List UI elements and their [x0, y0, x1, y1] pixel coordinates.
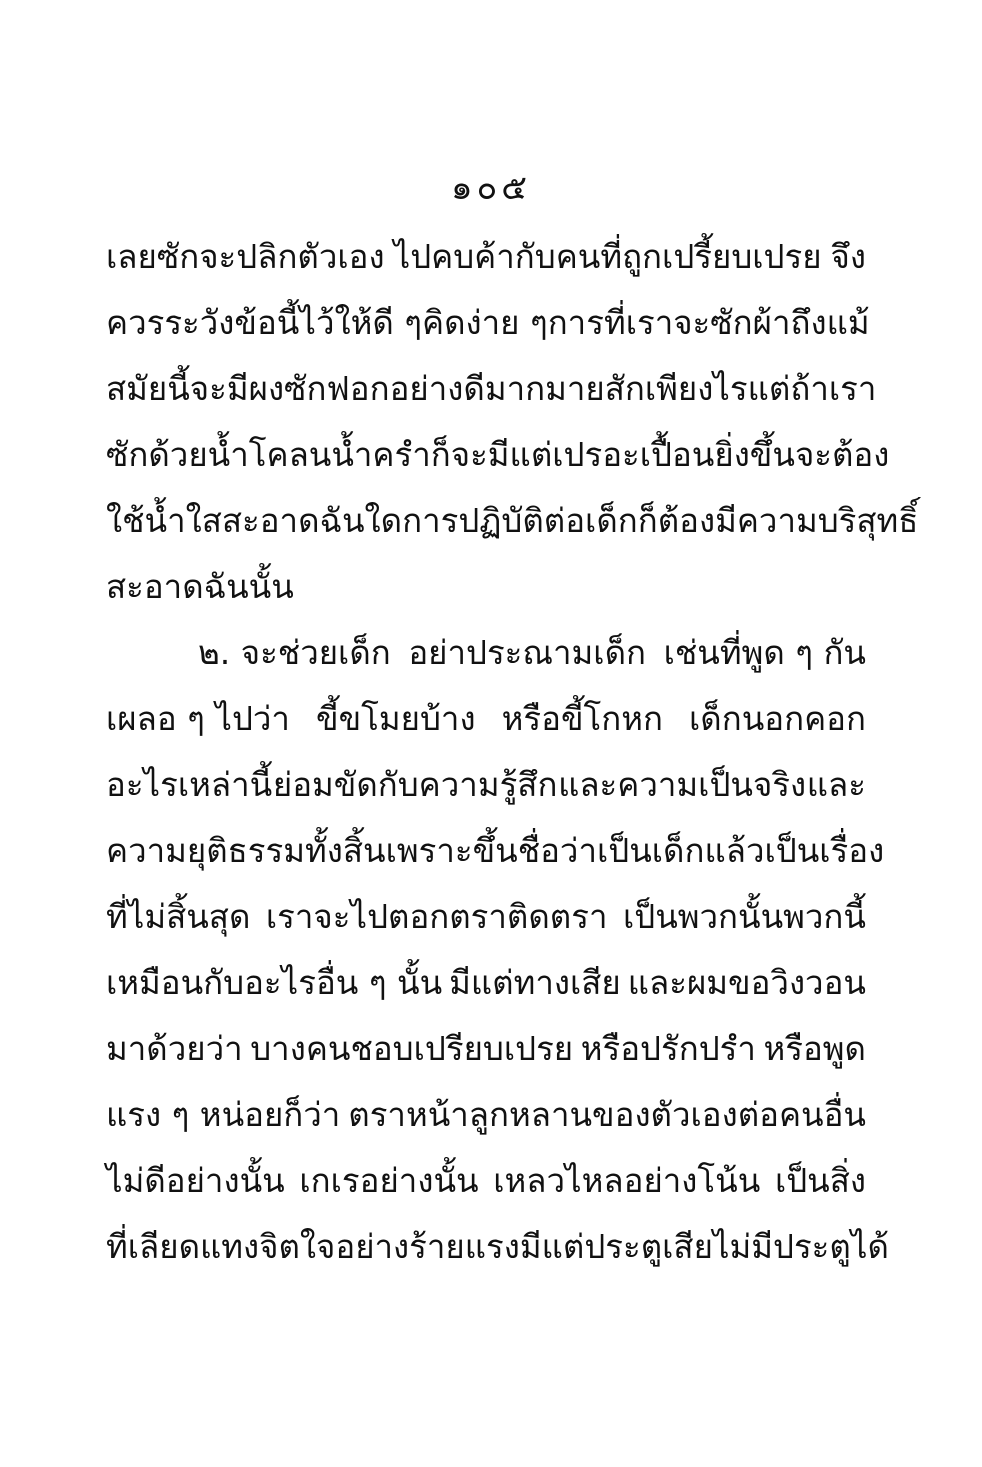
- text-segment: ก็จะมีแต่เปรอะเปื้อนยิ่งขึ้น: [430, 435, 795, 474]
- text-line-7: [106, 620, 866, 686]
- text-segment: เหลวไหลอย่างโน้น: [493, 1161, 761, 1200]
- text-segment: จึง: [830, 237, 866, 276]
- text-segment: แรง ๆ หน่อยก็ว่า: [106, 1095, 341, 1134]
- text-segment: ที่ไม่สิ้นสุด: [106, 897, 251, 936]
- text-segment: เราจะไปตอกตราติดตรา: [265, 897, 608, 936]
- text-segment: ที่เลียดแทงจิตใจอย่างร้ายแรง: [106, 1227, 520, 1266]
- text-line-13: [106, 1016, 866, 1082]
- text-line-9: [106, 752, 866, 818]
- text-segment: คิดง่าย ๆ: [422, 303, 548, 342]
- text-segment: การปฏิบัติต่อเด็กก็ต้องมีความบริสุทธิ์: [402, 501, 919, 540]
- text-segment: หรือพูด: [763, 1029, 866, 1068]
- text-segment: มาด้วยว่า: [106, 1029, 243, 1068]
- text-segment: ซักด้วยน้ำโคลนน้ำครำ: [106, 435, 431, 474]
- text-segment: อย่าประณามเด็ก: [408, 633, 646, 672]
- text-line-4: [106, 422, 890, 488]
- text-line-12: [106, 950, 866, 1016]
- text-segment: ควรระวังข้อนี้ไว้ให้ดี ๆ: [106, 303, 422, 342]
- body-text: [106, 224, 919, 1280]
- text-line-2: [106, 290, 870, 356]
- text-segment: ความยุติธรรมทั้งสิ้น: [106, 831, 386, 870]
- text-segment: และความเป็นจริง: [558, 765, 807, 804]
- text-line-14: [106, 1082, 866, 1148]
- text-segment: หรือปรักปรำ: [580, 1029, 756, 1068]
- text-segment: ไปคบค้ากับคนที่ถูกเปรี้ยบเปรย: [393, 237, 822, 276]
- text-segment: เป็นสิ่ง: [774, 1161, 866, 1200]
- text-line-5: [106, 488, 919, 554]
- text-line-3: [106, 356, 877, 422]
- text-segment: ขี้ขโมยบ้าง: [316, 699, 476, 738]
- text-segment: สะอาดฉันนั้น: [106, 567, 294, 606]
- text-segment: และ: [806, 765, 866, 804]
- text-line-1: [106, 224, 866, 290]
- text-segment: การที่เราจะซักผ้าถึงแม้: [547, 303, 870, 342]
- text-segment: เผลอ ๆ ไปว่า: [106, 699, 290, 738]
- text-segment: ใช้น้ำใสสะอาดฉันใด: [106, 501, 403, 540]
- text-segment: เกเรอย่างนั้น: [299, 1161, 479, 1200]
- text-segment: มีแต่ประตูเสียไม่มีประตูได้: [519, 1227, 889, 1266]
- text-line-16: [106, 1214, 889, 1280]
- text-segment: เหมือนกับอะไรอื่น ๆ นั้น: [106, 963, 443, 1002]
- page-number: ๑๐๕: [450, 168, 532, 208]
- text-line-6: [106, 554, 866, 620]
- text-segment: ๒. จะช่วยเด็ก: [198, 633, 391, 672]
- text-line-8: [106, 686, 866, 752]
- text-segment: หรือขี้โกหก: [501, 699, 663, 738]
- text-segment: อะไรเหล่านี้: [106, 765, 273, 804]
- text-line-11: [106, 884, 866, 950]
- text-segment: เช่นที่พูด ๆ กัน: [663, 633, 866, 672]
- text-segment: ตราหน้าลูกหลานของตัวเองต่อคนอื่น: [348, 1095, 866, 1134]
- text-segment: สมัยนี้จะมีผงซักฟอกอย่างดีมากมายสักเพียงไร: [106, 369, 748, 408]
- text-segment: แต่ถ้าเรา: [747, 369, 877, 408]
- text-segment: เพราะขึ้นชื่อว่าเป็นเด็กแล้ว: [385, 831, 765, 870]
- text-segment: เป็นเรื่อง: [764, 831, 885, 870]
- text-segment: และผมขอวิงวอน: [627, 963, 866, 1002]
- text-segment: เลยซักจะปลิกตัวเอง: [106, 237, 385, 276]
- text-segment: เด็กนอกคอก: [689, 699, 866, 738]
- text-line-10: [106, 818, 885, 884]
- text-segment: จะต้อง: [794, 435, 890, 474]
- text-segment: ย่อมขัดกับความรู้สึก: [272, 765, 558, 804]
- text-segment: เป็นพวกนั้นพวกนี้: [622, 897, 866, 936]
- text-segment: ไม่ดีอย่างนั้น: [106, 1161, 285, 1200]
- text-segment: บางคนชอบเปรียบเปรย: [250, 1029, 574, 1068]
- text-line-15: [106, 1148, 866, 1214]
- text-segment: มีแต่ทางเสีย: [449, 963, 621, 1002]
